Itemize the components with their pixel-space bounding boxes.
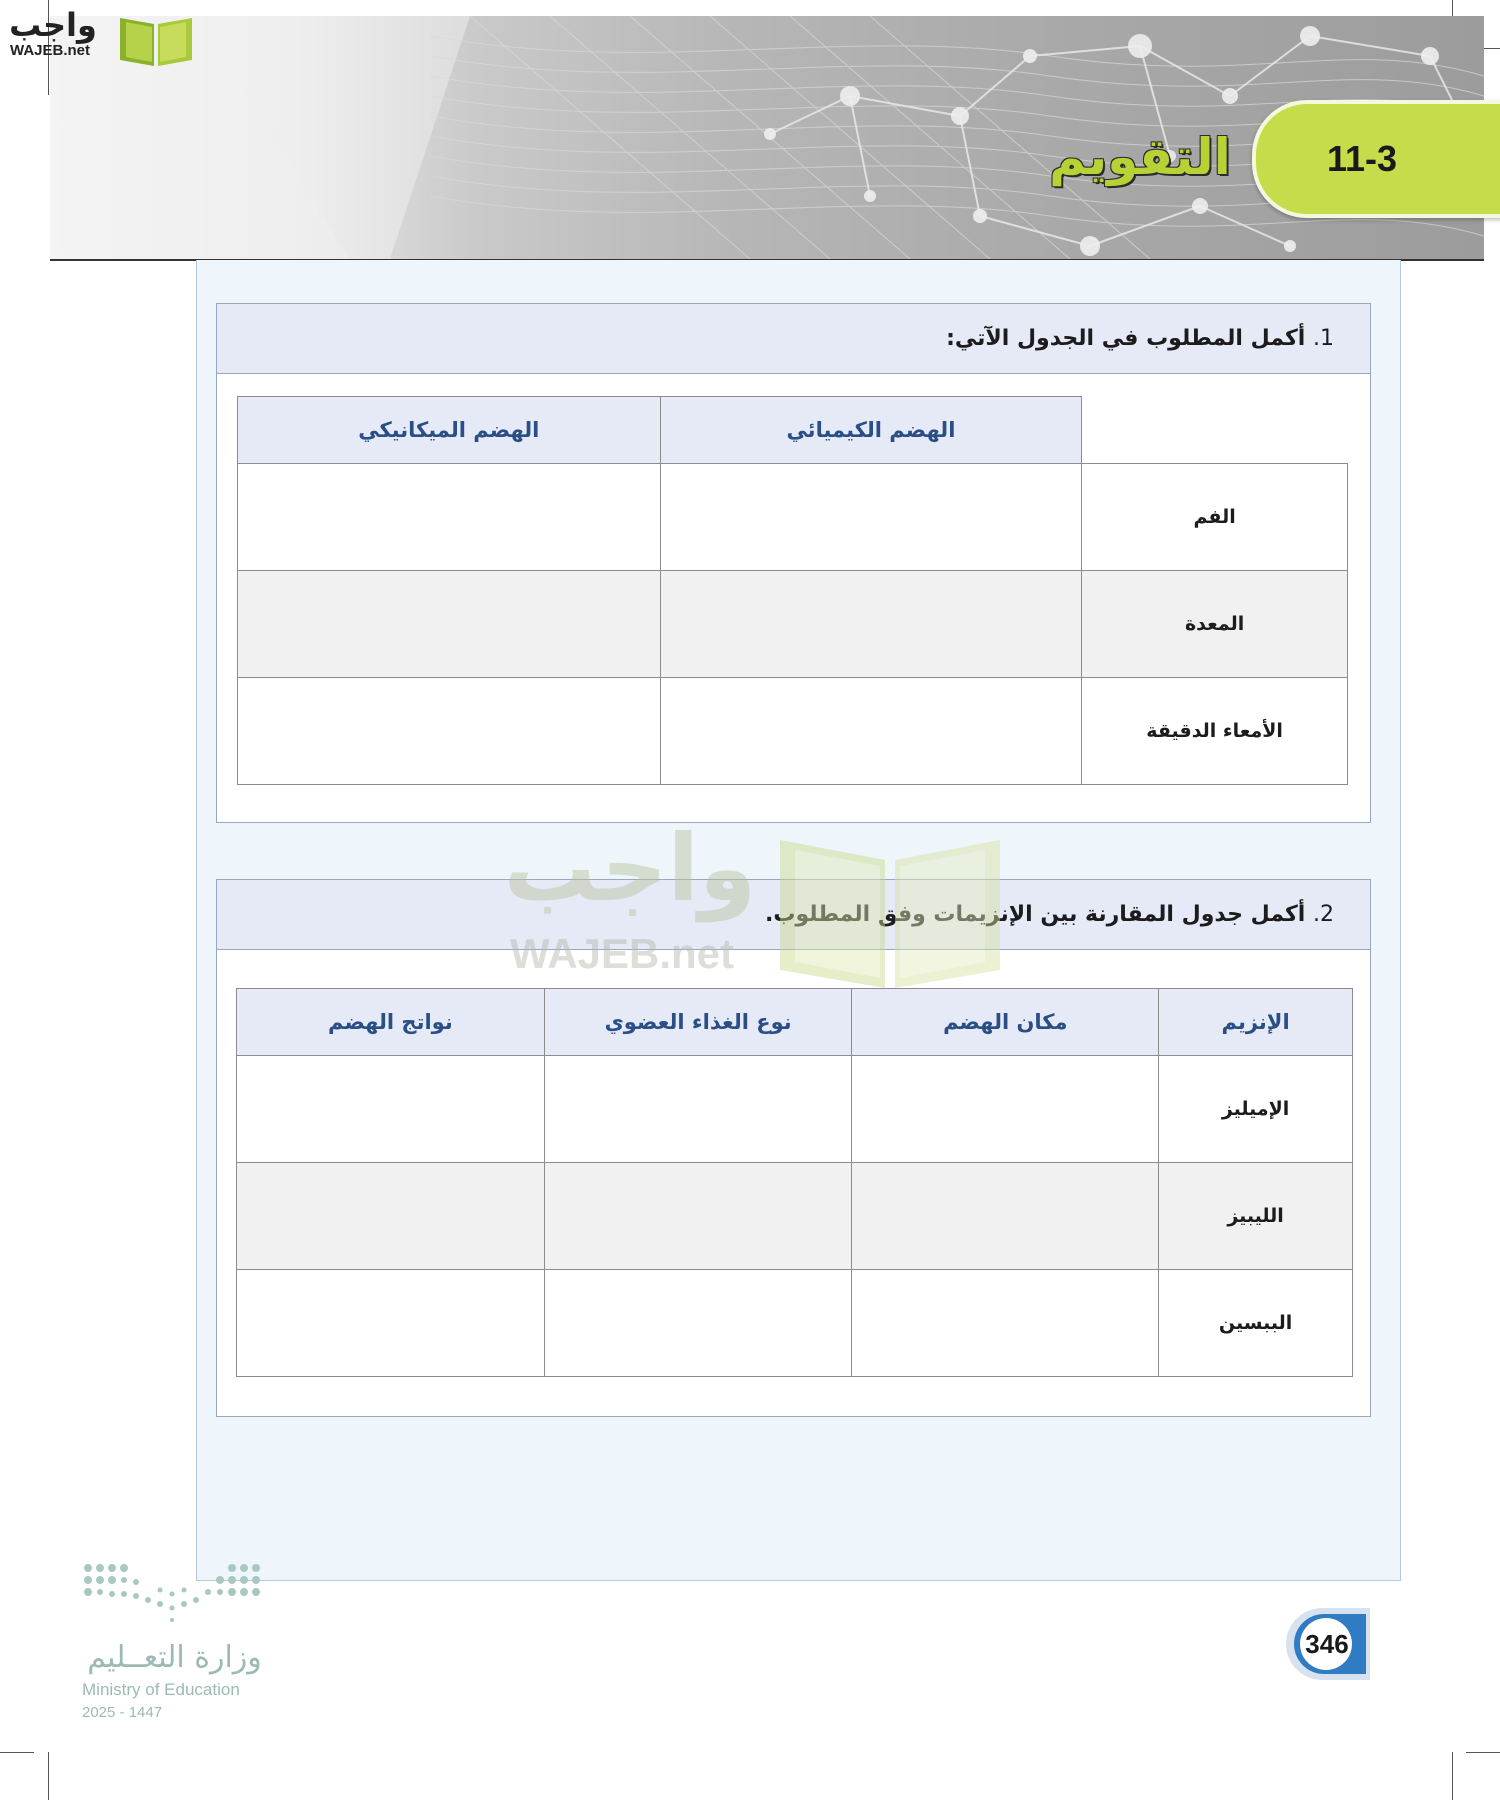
page-number: 346 (1305, 1629, 1349, 1659)
question-2-table (236, 988, 1353, 1377)
table-corner (1082, 397, 1348, 464)
question-1-number: 1. (1313, 326, 1334, 351)
crop-mark (0, 1752, 34, 1753)
ministry-arabic: وزارة التعــليم (87, 1640, 262, 1675)
answer-cell[interactable] (238, 571, 661, 678)
logo-arabic-text: واجب (9, 6, 97, 44)
wajeb-logo (8, 4, 193, 66)
answer-cell[interactable] (852, 1056, 1159, 1163)
answer-cell[interactable] (852, 1163, 1159, 1270)
table-row (237, 1270, 1353, 1377)
crop-mark (1466, 1752, 1500, 1753)
answer-cell[interactable] (238, 678, 661, 785)
row-label: الفم (1082, 464, 1348, 571)
crop-mark (1452, 1752, 1453, 1800)
crop-mark (48, 1752, 49, 1800)
watermark-latin: WAJEB.net (510, 930, 735, 977)
column-header: الهضم الكيميائي (660, 397, 1082, 464)
row-label: الإميليز (1159, 1056, 1353, 1163)
row-label: الأمعاء الدقيقة (1082, 678, 1348, 785)
question-1-header (217, 304, 1370, 374)
answer-cell[interactable] (660, 571, 1082, 678)
answer-cell[interactable] (660, 678, 1082, 785)
ministry-english: Ministry of Education (82, 1680, 240, 1699)
column-header: نوع الغذاء العضوي (544, 989, 852, 1056)
column-header: الإنزيم (1159, 989, 1353, 1056)
table-row (237, 1056, 1353, 1163)
open-book-icon (116, 10, 196, 68)
row-label: الببسين (1159, 1270, 1353, 1377)
answer-cell[interactable] (852, 1270, 1159, 1377)
ministry-logo-dots (80, 1560, 270, 1630)
answer-cell[interactable] (544, 1163, 852, 1270)
table-row (238, 571, 1348, 678)
column-header: الهضم الميكانيكي (238, 397, 661, 464)
column-header: مكان الهضم (852, 989, 1159, 1056)
question-1-table (237, 396, 1348, 785)
question-1-prompt: أكمل المطلوب في الجدول الآتي: (946, 326, 1306, 351)
question-2-header (217, 880, 1370, 950)
row-label: الليبيز (1159, 1163, 1353, 1270)
ministry-year: 2025 - 1447 (82, 1704, 163, 1721)
answer-cell[interactable] (660, 464, 1082, 571)
answer-cell[interactable] (544, 1270, 852, 1377)
answer-cell[interactable] (237, 1163, 545, 1270)
answer-cell[interactable] (544, 1056, 852, 1163)
section-title: التقويم (1049, 128, 1231, 186)
question-2-number: 2. (1313, 902, 1334, 927)
section-number: 11-3 (1326, 138, 1398, 179)
row-label: المعدة (1082, 571, 1348, 678)
table-row (237, 1163, 1353, 1270)
question-2-prompt: أكمل جدول المقارنة بين الإنزيمات وفق المطلوب. (764, 902, 1306, 927)
watermark-arabic: واجب (503, 815, 757, 922)
answer-cell[interactable] (237, 1270, 545, 1377)
answer-cell[interactable] (238, 464, 661, 571)
column-header: نواتج الهضم (237, 989, 545, 1056)
logo-latin-text: WAJEB.net (10, 42, 91, 59)
answer-cell[interactable] (237, 1056, 545, 1163)
table-row (238, 464, 1348, 571)
table-row (238, 678, 1348, 785)
